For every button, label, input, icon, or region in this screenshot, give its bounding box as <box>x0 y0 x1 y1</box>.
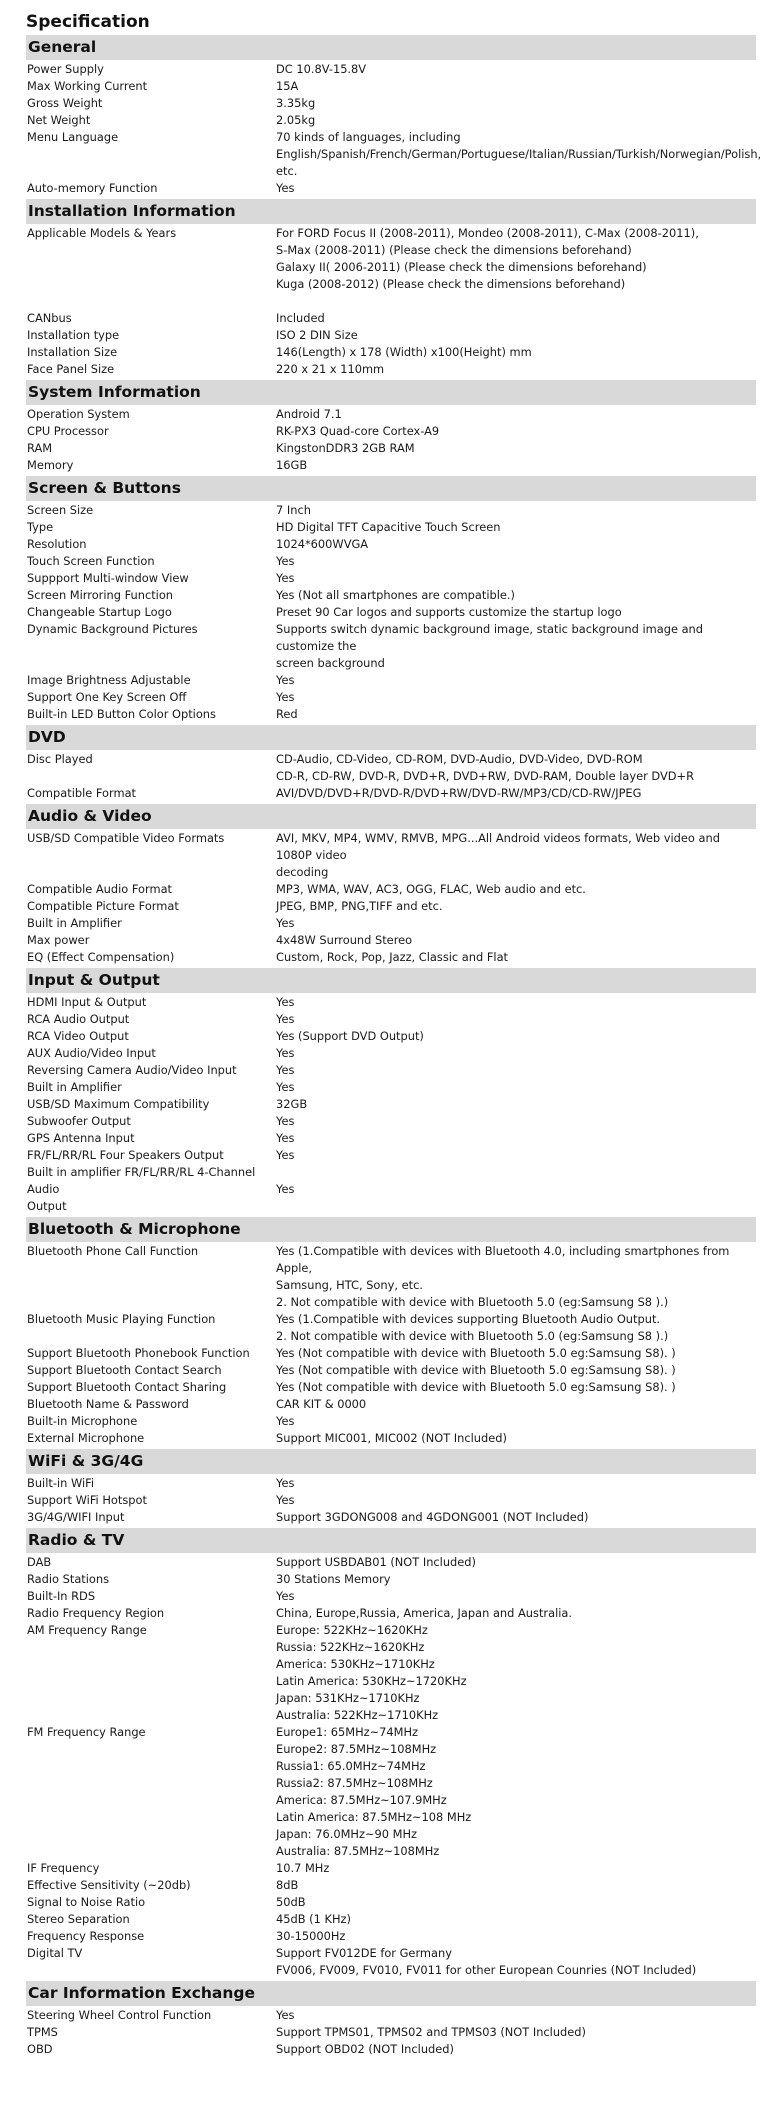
spec-label: Installation type <box>27 328 120 342</box>
spec-value: Yes <box>276 1012 295 1026</box>
spec-row <box>26 225 754 310</box>
spec-row <box>26 1028 754 1045</box>
spec-value: 1024*600WVGA <box>276 537 369 551</box>
spec-label: DAB <box>27 1555 52 1569</box>
spec-label: Image Brightness Adjustable <box>27 673 191 687</box>
spec-value: Yes (1.Compatible with devices with Bluetooth 4.0, including smartphones from Apple, Samsung, HTC, Sony, etc. 2. Not compatible with device with Bluetooth 5.0 (eg:Samsung S8 ).) <box>276 1244 730 1309</box>
spec-label: Max Working Current <box>27 79 148 93</box>
spec-row <box>26 361 754 378</box>
spec-row <box>26 112 754 129</box>
spec-label: Support WiFi Hotspot <box>27 1493 147 1507</box>
spec-value: CD-Audio, CD-Video, CD-ROM, DVD-Audio, DVD-Video, DVD-ROM CD-R, CD-RW, DVD-R, DVD+R, DVD+RW, DVD-RAM, Double layer DVD+R <box>276 752 694 783</box>
spec-row <box>26 1011 754 1028</box>
spec-row <box>26 1928 754 1945</box>
section-input-output <box>26 968 754 1215</box>
spec-label: Support Bluetooth Phonebook Function <box>27 1346 250 1360</box>
spec-label: Power Supply <box>27 62 104 76</box>
spec-value: DC 10.8V-15.8V <box>276 62 367 76</box>
spec-row <box>26 1113 754 1130</box>
spec-label: RCA Video Output <box>27 1029 129 1043</box>
section-wifi-3g-4g <box>26 1449 754 1526</box>
section-screen-buttons <box>26 476 754 723</box>
spec-row <box>26 1571 754 1588</box>
section-general <box>26 35 762 197</box>
spec-body <box>26 35 762 2058</box>
spec-row <box>26 1130 754 1147</box>
spec-value: RK-PX3 Quad-core Cortex-A9 <box>276 424 440 438</box>
spec-label: Frequency Response <box>27 1929 145 1943</box>
spec-row <box>26 915 754 932</box>
section-radio-tv <box>26 1528 754 1979</box>
spec-label: Built in Amplifier <box>27 916 122 930</box>
spec-row <box>26 536 754 553</box>
spec-value: 7 Inch <box>276 503 311 517</box>
spec-label: Subwoofer Output <box>27 1114 131 1128</box>
spec-row <box>26 1096 754 1113</box>
spec-row <box>26 95 754 112</box>
spec-value: Yes (1.Compatible with devices supporting Bluetooth Audio Output. 2. Not compatible with device with Bluetooth 5.0 (eg:Samsung S8 ).) <box>276 1312 669 1343</box>
spec-label: AM Frequency Range <box>27 1623 147 1637</box>
spec-label: Compatible Format <box>27 786 137 800</box>
spec-value: 16GB <box>276 458 308 472</box>
spec-label: Radio Stations <box>27 1572 110 1586</box>
spec-value: Yes <box>276 1493 295 1507</box>
spec-label: Stereo Separation <box>27 1912 130 1926</box>
spec-row <box>26 1509 754 1526</box>
spec-value: Preset 90 Car logos and supports customize the startup logo <box>276 605 622 619</box>
spec-label: Net Weight <box>27 113 91 127</box>
spec-value: Yes <box>276 554 295 568</box>
section-header-bluetooth-microphone: Bluetooth & Microphone <box>26 1217 756 1242</box>
spec-value: Android 7.1 <box>276 407 342 421</box>
spec-row <box>26 2024 754 2041</box>
spec-value: Support OBD02 (NOT Included) <box>276 2042 454 2056</box>
spec-value: Yes <box>276 181 295 195</box>
section-system-information <box>26 380 754 474</box>
spec-label: Radio Frequency Region <box>27 1606 165 1620</box>
spec-label: Changeable Startup Logo <box>27 605 172 619</box>
spec-value: Yes (Support DVD Output) <box>276 1029 424 1043</box>
spec-row <box>26 672 754 689</box>
spec-value: ISO 2 DIN Size <box>276 328 358 342</box>
section-header-wifi-3g-4g: WiFi & 3G/4G <box>26 1449 756 1474</box>
spec-label: GPS Antenna Input <box>27 1131 135 1145</box>
spec-label: Operation System <box>27 407 130 421</box>
spec-value: Yes <box>276 1046 295 1060</box>
spec-label: Bluetooth Name & Password <box>27 1397 189 1411</box>
spec-value: China, Europe,Russia, America, Japan and Australia. <box>276 1606 573 1620</box>
spec-label: Face Panel Size <box>27 362 115 376</box>
spec-label: Reversing Camera Audio/Video Input <box>27 1063 237 1077</box>
spec-label: Bluetooth Phone Call Function <box>27 1244 199 1258</box>
spec-row <box>26 1345 754 1362</box>
spec-row <box>26 1945 754 1979</box>
spec-value: Yes <box>276 1589 295 1603</box>
spec-row <box>26 932 754 949</box>
spec-row <box>26 1379 754 1396</box>
spec-row <box>26 440 754 457</box>
spec-value: 146(Length) x 178 (Width) x100(Height) mm <box>276 345 532 359</box>
spec-label: Menu Language <box>27 130 119 144</box>
spec-row <box>26 1492 754 1509</box>
spec-row <box>26 1396 754 1413</box>
spec-label: Support Bluetooth Contact Search <box>27 1363 222 1377</box>
spec-value: Custom, Rock, Pop, Jazz, Classic and Flat <box>276 950 509 964</box>
spec-label: FM Frequency Range <box>27 1725 146 1739</box>
spec-row <box>26 1860 754 1877</box>
spec-label: RCA Audio Output <box>27 1012 130 1026</box>
spec-row <box>26 1605 754 1622</box>
spec-row <box>26 1911 754 1928</box>
spec-value: Support USBDAB01 (NOT Included) <box>276 1555 476 1569</box>
spec-row <box>26 830 754 881</box>
spec-label: Type <box>27 520 54 534</box>
spec-value: Yes <box>276 673 295 687</box>
spec-value: AVI/DVD/DVD+R/DVD-R/DVD+RW/DVD-RW/MP3/CD/CD-RW/JPEG <box>276 786 642 800</box>
spec-label: Compatible Picture Format <box>27 899 179 913</box>
spec-label: Digital TV <box>27 1946 83 1960</box>
spec-row <box>26 129 762 180</box>
spec-value: 70 kinds of languages, including English/Spanish/French/German/Portuguese/Italian/Russian/Turkish/Norwegian/Polish, etc. <box>276 130 762 178</box>
spec-row <box>26 502 754 519</box>
spec-value: 32GB <box>276 1097 308 1111</box>
spec-label: CANbus <box>27 311 72 325</box>
spec-label: Built-in LED Button Color Options <box>27 707 216 721</box>
spec-label: Compatible Audio Format <box>27 882 173 896</box>
spec-label: Memory <box>27 458 74 472</box>
spec-row <box>26 1147 754 1164</box>
spec-label: Bluetooth Music Playing Function <box>27 1312 216 1326</box>
spec-row <box>26 1430 754 1447</box>
spec-value: Support 3GDONG008 and 4GDONG001 (NOT Included) <box>276 1510 589 1524</box>
spec-row <box>26 344 754 361</box>
spec-row <box>26 1588 754 1605</box>
section-bluetooth-microphone <box>26 1217 754 1447</box>
spec-value: CAR KIT & 0000 <box>276 1397 367 1411</box>
spec-value: 30-15000Hz <box>276 1929 346 1943</box>
spec-value: Yes <box>276 571 295 585</box>
spec-row <box>26 423 754 440</box>
spec-label: Built-In RDS <box>27 1589 96 1603</box>
spec-value: Red <box>276 707 298 721</box>
spec-value: Support FV012DE for Germany FV006, FV009, FV010, FV011 for other European Counries (NOT Included) <box>276 1946 697 1977</box>
spec-value: Yes <box>276 690 295 704</box>
section-audio-video <box>26 804 754 966</box>
spec-label: Built in Amplifier <box>27 1080 122 1094</box>
spec-label: External Microphone <box>27 1431 145 1445</box>
spec-value: Support MIC001, MIC002 (NOT Included) <box>276 1431 507 1445</box>
spec-label: IF Frequency <box>27 1861 100 1875</box>
section-header-general: General <box>26 35 756 60</box>
spec-value: Yes <box>276 2008 295 2022</box>
spec-row <box>26 1164 754 1215</box>
spec-row <box>26 587 754 604</box>
spec-row <box>26 406 754 423</box>
spec-row <box>26 1362 754 1379</box>
spec-value: For FORD Focus II (2008-2011), Mondeo (2008-2011), C-Max (2008-2011), S-Max (2008-2011) (Please check the dimensions beforehand) Galaxy II( 2006-2011) (Please check the dimensions beforehand) Kuga (2008-2012) (Please check the dimensions beforehand) <box>276 226 699 291</box>
spec-row <box>26 1877 754 1894</box>
spec-label: Screen Mirroring Function <box>27 588 174 602</box>
spec-value: Europe1: 65MHz~74MHz Europe2: 87.5MHz~108MHz Russia1: 65.0MHz~74MHz Russia2: 87.5MHz~108MHz America: 87.5MHz~107.9MHz Latin America: 87.5MHz~108 MHz Japan: 76.0MHz~90 MHz Australia: 87.5MHz~108MHz <box>276 1725 472 1858</box>
spec-value: Yes (Not all smartphones are compatible.) <box>276 588 515 602</box>
spec-row <box>26 457 754 474</box>
section-header-input-output: Input & Output <box>26 968 756 993</box>
spec-value: JPEG, BMP, PNG,TIFF and etc. <box>276 899 443 913</box>
spec-value: 8dB <box>276 1878 299 1892</box>
spec-value: Supports switch dynamic background image, static background image and customize the screen background <box>276 622 704 670</box>
spec-label: Built-in WiFi <box>27 1476 95 1490</box>
spec-row <box>26 553 754 570</box>
spec-value: Yes <box>276 1080 295 1094</box>
spec-value: 50dB <box>276 1895 306 1909</box>
spec-label: OBD <box>27 2042 53 2056</box>
spec-value: 4x48W Surround Stereo <box>276 933 413 947</box>
spec-label: CPU Processor <box>27 424 109 438</box>
spec-value: 3.35kg <box>276 96 316 110</box>
spec-row <box>26 519 754 536</box>
section-header-system-information: System Information <box>26 380 756 405</box>
spec-label: Auto-memory Function <box>27 181 158 195</box>
spec-label: TPMS <box>27 2025 58 2039</box>
spec-row <box>26 180 754 197</box>
spec-row <box>26 1079 754 1096</box>
spec-label: 3G/4G/WIFI Input <box>27 1510 125 1524</box>
section-header-audio-video: Audio & Video <box>26 804 756 829</box>
spec-row <box>26 785 754 802</box>
spec-value: Included <box>276 311 325 325</box>
spec-value: Yes (Not compatible with device with Bluetooth 5.0 eg:Samsung S8). ) <box>276 1346 676 1360</box>
spec-value: Yes <box>276 1114 295 1128</box>
spec-value: Yes <box>276 1182 295 1196</box>
spec-value: 2.05kg <box>276 113 316 127</box>
spec-row <box>26 310 754 327</box>
spec-value: Yes (Not compatible with device with Bluetooth 5.0 eg:Samsung S8). ) <box>276 1380 676 1394</box>
section-installation-information <box>26 199 754 378</box>
spec-row <box>26 994 754 1011</box>
spec-label: AUX Audio/Video Input <box>27 1046 156 1060</box>
spec-value: MP3, WMA, WAV, AC3, OGG, FLAC, Web audio and etc. <box>276 882 586 896</box>
spec-value: Yes <box>276 1414 295 1428</box>
spec-label: Built-in Microphone <box>27 1414 138 1428</box>
spec-label: Steering Wheel Control Function <box>27 2008 212 2022</box>
spec-row <box>26 327 754 344</box>
spec-row <box>26 2041 754 2058</box>
spec-value: KingstonDDR3 2GB RAM <box>276 441 415 455</box>
spec-label: Gross Weight <box>27 96 103 110</box>
spec-value: 45dB (1 KHz) <box>276 1912 351 1926</box>
spec-row <box>26 1475 754 1492</box>
spec-label: EQ (Effect Compensation) <box>27 950 175 964</box>
spec-label: Suppport Multi-window View <box>27 571 189 585</box>
spec-row <box>26 1045 754 1062</box>
spec-row <box>26 898 754 915</box>
spec-row <box>26 1062 754 1079</box>
spec-label: USB/SD Compatible Video Formats <box>27 831 225 845</box>
spec-value: AVI, MKV, MP4, WMV, RMVB, MPG...All Android videos formats, Web video and 1080P video decoding <box>276 831 720 879</box>
spec-label: Max power <box>27 933 90 947</box>
spec-label: USB/SD Maximum Compatibility <box>27 1097 210 1111</box>
spec-row <box>26 1894 754 1911</box>
spec-row <box>26 1311 754 1345</box>
spec-value: Yes (Not compatible with device with Bluetooth 5.0 eg:Samsung S8). ) <box>276 1363 676 1377</box>
spec-row <box>26 706 754 723</box>
spec-value: Yes <box>276 1063 295 1077</box>
section-dvd <box>26 725 754 802</box>
spec-row <box>26 2007 754 2024</box>
spec-value: HD Digital TFT Capacitive Touch Screen <box>276 520 501 534</box>
spec-label: Support One Key Screen Off <box>27 690 187 704</box>
spec-value: 15A <box>276 79 299 93</box>
spec-row <box>26 78 754 95</box>
spec-label: HDMI Input & Output <box>27 995 147 1009</box>
spec-value: Yes <box>276 1148 295 1162</box>
spec-label: RAM <box>27 441 53 455</box>
spec-label: Effective Sensitivity (~20db) <box>27 1878 191 1892</box>
spec-label: Installation Size <box>27 345 118 359</box>
section-header-installation-information: Installation Information <box>26 199 756 224</box>
spec-row <box>26 1243 754 1311</box>
spec-row <box>26 949 754 966</box>
spec-row <box>26 621 754 672</box>
spec-label: Support Bluetooth Contact Sharing <box>27 1380 227 1394</box>
spec-label: Touch Screen Function <box>27 554 155 568</box>
spec-label: Screen Size <box>27 503 94 517</box>
page-title: Specification <box>26 12 150 32</box>
spec-row <box>26 881 754 898</box>
spec-row <box>26 689 754 706</box>
spec-value: Support TPMS01, TPMS02 and TPMS03 (NOT Included) <box>276 2025 586 2039</box>
spec-row <box>26 751 754 785</box>
spec-label: Resolution <box>27 537 87 551</box>
spec-value: 220 x 21 x 110mm <box>276 362 385 376</box>
spec-label: Applicable Models & Years <box>27 226 177 240</box>
spec-row <box>26 570 754 587</box>
spec-value: Yes <box>276 995 295 1009</box>
spec-row <box>26 1413 754 1430</box>
section-header-dvd: DVD <box>26 725 756 750</box>
spec-label: Disc Played <box>27 752 93 766</box>
section-header-radio-tv: Radio & TV <box>26 1528 756 1553</box>
spec-row <box>26 1724 754 1860</box>
spec-label: Dynamic Background Pictures <box>27 622 198 636</box>
spec-value: Yes <box>276 1131 295 1145</box>
section-header-car-information-exchange: Car Information Exchange <box>26 1981 756 2006</box>
spec-value: 10.7 MHz <box>276 1861 330 1875</box>
spec-row <box>26 1622 754 1724</box>
section-car-information-exchange <box>26 1981 754 2058</box>
spec-label: Built in amplifier FR/FL/RR/RL 4-Channel Audio Output <box>27 1165 256 1213</box>
spec-value: Europe: 522KHz~1620KHz Russia: 522KHz~1620KHz America: 530KHz~1710KHz Latin America: 530KHz~1720KHz Japan: 531KHz~1710KHz Australia: 522KHz~1710KHz <box>276 1623 467 1722</box>
spec-label: Signal to Noise Ratio <box>27 1895 146 1909</box>
spec-value: 30 Stations Memory <box>276 1572 391 1586</box>
spec-label: FR/FL/RR/RL Four Speakers Output <box>27 1148 224 1162</box>
section-header-screen-buttons: Screen & Buttons <box>26 476 756 501</box>
spec-value: Yes <box>276 916 295 930</box>
spec-row <box>26 61 754 78</box>
spec-value: Yes <box>276 1476 295 1490</box>
spec-row <box>26 1554 754 1571</box>
spec-row <box>26 604 754 621</box>
